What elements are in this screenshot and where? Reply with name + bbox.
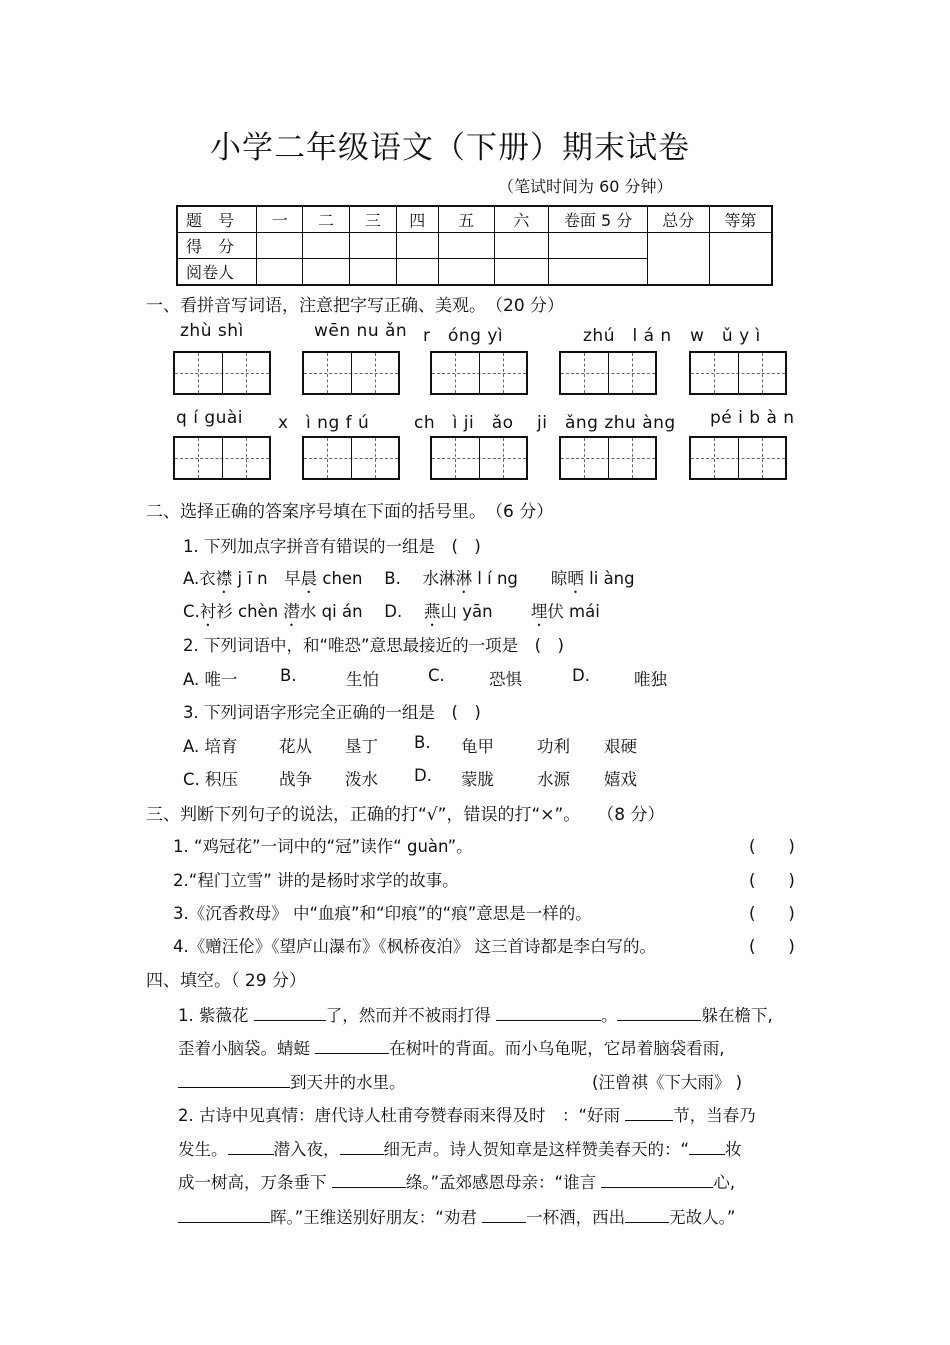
header-cell: 一 <box>257 206 303 233</box>
q3-option: D. <box>414 766 432 785</box>
q2-option: 恐惧 <box>489 670 522 689</box>
pinyin-prompt: ch ì ji ǎo <box>414 413 514 433</box>
header-cell: 三 <box>349 206 396 233</box>
grader-cell[interactable] <box>303 259 350 286</box>
fill-text: 。 <box>600 1006 618 1025</box>
q3-option: 垦丁 <box>345 737 378 756</box>
question-2-3: 3. 下列词语字形完全正确的一组是 ( ) <box>183 703 481 722</box>
fill-blank[interactable] <box>178 1072 290 1088</box>
writing-grid[interactable] <box>173 351 271 395</box>
fill-text: 一杯酒，西出 <box>526 1208 626 1227</box>
fill-line <box>178 1204 735 1228</box>
dotted-char: 潜 <box>283 602 300 621</box>
option-text: 水 qi án D. <box>299 602 424 621</box>
grader-cell[interactable] <box>549 259 648 286</box>
section-3-heading: 三、判断下列句子的说法，正确的打“√”，错误的打“×”。 （8 分） <box>146 805 665 825</box>
row-label: 得 分 <box>177 233 257 259</box>
q3-option: 功利 <box>537 737 570 756</box>
fill-line <box>178 1136 742 1160</box>
option-text: 衫 chèn <box>216 602 284 621</box>
pinyin-prompt: q í guài <box>176 408 244 428</box>
answer-paren[interactable]: ( ) <box>749 837 795 856</box>
judge-item-3: 3.《沉香救母》 中“血痕”和“印痕”的“痕”意思是一样的。 <box>173 904 592 923</box>
q2-option: C. <box>428 666 445 685</box>
grader-cell[interactable] <box>396 259 438 286</box>
source-citation: (汪曾祺《下大雨》 ) <box>592 1073 743 1092</box>
fill-line <box>178 1002 773 1026</box>
section-1-heading: 一、看拼音写词语，注意把字写正确、美观。 （20 分） <box>146 296 565 316</box>
pinyin-prompt: wēn nu ǎn <box>314 321 408 341</box>
fill-blank[interactable] <box>625 1105 673 1121</box>
fill-blank[interactable] <box>254 1005 326 1021</box>
q2-option: 唯独 <box>634 670 667 689</box>
fill-line <box>178 1035 725 1059</box>
fill-blank[interactable] <box>482 1207 526 1223</box>
fill-blank[interactable] <box>601 1172 713 1188</box>
q3-option: 花从 <box>279 737 312 756</box>
fill-text: 晖。”王维送别好朋友：“劝君 <box>270 1208 483 1227</box>
writing-grid[interactable] <box>430 436 528 480</box>
fill-text: 成一树高，万条垂下 <box>178 1173 332 1192</box>
option-label: A. <box>183 569 200 588</box>
pinyin-prompt: pé i b à n <box>710 408 795 428</box>
writing-grid[interactable] <box>689 436 787 480</box>
fill-blank[interactable] <box>625 1207 669 1223</box>
q2-option: 生怕 <box>346 670 379 689</box>
fill-text: 妆 <box>725 1140 742 1159</box>
fill-blank[interactable] <box>228 1139 274 1155</box>
grader-cell[interactable] <box>438 259 494 286</box>
judge-item-4: 4.《赠汪伦》《望庐山瀑布》《枫桥夜泊》 这三首诗都是李白写的。 <box>173 937 656 956</box>
fill-text: 发生。 <box>178 1140 228 1159</box>
fill-text: 在树叶的背面。而小乌龟呢，它昂着脑袋看雨, <box>389 1039 725 1058</box>
fill-blank[interactable] <box>178 1207 270 1223</box>
q3-option: 嬉戏 <box>604 770 637 789</box>
score-cell[interactable] <box>438 233 494 259</box>
fill-line <box>178 1169 735 1193</box>
option-text: chen B. 水淋 <box>317 569 456 588</box>
fill-blank[interactable] <box>617 1005 701 1021</box>
q3-option: 龟甲 <box>461 737 494 756</box>
writing-grid[interactable] <box>302 351 400 395</box>
fill-blank[interactable] <box>332 1172 406 1188</box>
writing-grid[interactable] <box>430 351 528 395</box>
pinyin-prompt: r óng yì <box>423 326 504 346</box>
question-2-1-options-c-d <box>183 598 600 630</box>
option-text: 衣 <box>199 569 216 588</box>
section-4-heading: 四、填空。（ 29 分） <box>146 971 306 991</box>
header-cell: 等第 <box>709 206 772 233</box>
option-text: li àng <box>583 569 635 588</box>
row-label: 阅卷人 <box>177 259 257 286</box>
header-cell: 总分 <box>647 206 709 233</box>
score-cell[interactable] <box>303 233 350 259</box>
q3-option: 艰硬 <box>604 737 637 756</box>
fill-text: 了，然而并不被雨打得 <box>325 1006 496 1025</box>
question-2-1-options-a-b <box>183 565 635 597</box>
writing-grid[interactable] <box>689 351 787 395</box>
fill-text: 潜入夜， <box>273 1140 340 1159</box>
writing-grid[interactable] <box>559 436 657 480</box>
fill-text: 歪着小脑袋。蜻蜓 <box>178 1039 316 1058</box>
dotted-char: 淋 <box>455 569 473 588</box>
fill-text: 到天井的水里。 <box>290 1073 406 1092</box>
question-2-1: 1. 下列加点字拼音有错误的一组是 ( ) <box>183 537 481 556</box>
fill-blank[interactable] <box>315 1038 389 1054</box>
dotted-char: 埋 <box>530 602 548 621</box>
header-cell: 五 <box>438 206 494 233</box>
q3-option: B. <box>414 733 431 752</box>
dotted-char: 晒 <box>567 569 584 588</box>
q3-option: 泼水 <box>345 770 378 789</box>
fill-blank[interactable] <box>496 1005 601 1021</box>
header-cell: 题 号 <box>177 206 257 233</box>
judge-item-2: 2.“程门立雪” 讲的是杨时求学的故事。 <box>173 871 459 890</box>
q3-option: C. 积压 <box>183 770 239 789</box>
pinyin-prompt: ji ǎng zhu àng <box>537 413 676 433</box>
score-cell[interactable] <box>494 233 549 259</box>
grade-cell[interactable] <box>709 233 772 286</box>
pinyin-prompt: x ì ng f ú <box>278 413 370 433</box>
header-cell: 卷面 5 分 <box>549 206 648 233</box>
header-cell: 二 <box>303 206 350 233</box>
question-2-2: 2. 下列词语中，和“唯恐”意思最接近的一项是 ( ) <box>183 636 564 655</box>
grader-cell[interactable] <box>494 259 549 286</box>
answer-paren[interactable]: ( ) <box>749 937 795 956</box>
writing-grid[interactable] <box>173 436 271 480</box>
option-text: l í ng 晾 <box>472 569 568 588</box>
pinyin-prompt: zhù shì <box>180 321 244 341</box>
fill-line <box>178 1102 756 1126</box>
header-cell: 四 <box>396 206 438 233</box>
fill-line <box>178 1069 406 1093</box>
fill-blank[interactable] <box>689 1139 725 1155</box>
score-cell[interactable] <box>349 233 396 259</box>
option-label: C. <box>183 602 200 621</box>
answer-paren[interactable]: ( ) <box>749 871 795 890</box>
total-score-cell[interactable] <box>647 233 709 286</box>
fill-text: 2. 古诗中见真情：唐代诗人杜甫夸赞春雨来得及时 ：“好雨 <box>178 1106 626 1125</box>
fill-text: 躲在檐下, <box>701 1006 773 1025</box>
fill-text: 心, <box>713 1173 736 1192</box>
judge-item-1: 1. “鸡冠花”一词中的“冠”读作“ guàn”。 <box>173 837 473 856</box>
pinyin-prompt: w ǔ y ì <box>690 326 761 346</box>
q2-option: B. <box>280 666 297 685</box>
q2-option: A. 唯一 <box>183 670 238 689</box>
q3-option: 水源 <box>537 770 570 789</box>
q3-option: 蒙胧 <box>461 770 494 789</box>
exam-duration: （笔试时间为 60 分钟） <box>498 177 673 196</box>
grader-cell[interactable] <box>257 259 303 286</box>
section-2-heading: 二、选择正确的答案序号填在下面的括号里。 （6 分） <box>146 502 554 522</box>
q2-option: D. <box>572 666 590 685</box>
answer-paren[interactable]: ( ) <box>749 904 795 923</box>
dotted-char: 晨 <box>300 569 318 588</box>
score-cell[interactable] <box>257 233 303 259</box>
option-text: 山 yān <box>440 602 531 621</box>
fill-blank[interactable] <box>340 1139 384 1155</box>
dotted-char: 衬 <box>199 602 217 621</box>
fill-text: 1. 紫薇花 <box>178 1006 254 1025</box>
fill-text: 无故人。” <box>669 1208 736 1227</box>
score-table <box>176 205 773 286</box>
fill-text: 节，当春乃 <box>673 1106 756 1125</box>
header-cell: 六 <box>494 206 549 233</box>
dotted-char: 襟 <box>215 569 233 588</box>
score-cell[interactable] <box>549 233 648 259</box>
q3-option: A. 培育 <box>183 737 238 756</box>
score-cell[interactable] <box>396 233 438 259</box>
grader-cell[interactable] <box>349 259 396 286</box>
writing-grid[interactable] <box>302 436 400 480</box>
page-title: 小学二年级语文（下册）期末试卷 <box>210 130 690 166</box>
dotted-char: 燕 <box>423 602 441 621</box>
fill-text: 细无声。诗人贺知章是这样赞美春天的：“ <box>383 1140 690 1159</box>
option-text: 伏 mái <box>547 602 600 621</box>
pinyin-prompt: zhú l á n <box>583 326 672 346</box>
option-text: j ī n 早 <box>232 569 301 588</box>
q3-option: 战争 <box>279 770 312 789</box>
fill-text: 绦。”孟郊感恩母亲：“谁言 <box>405 1173 602 1192</box>
writing-grid[interactable] <box>559 351 657 395</box>
